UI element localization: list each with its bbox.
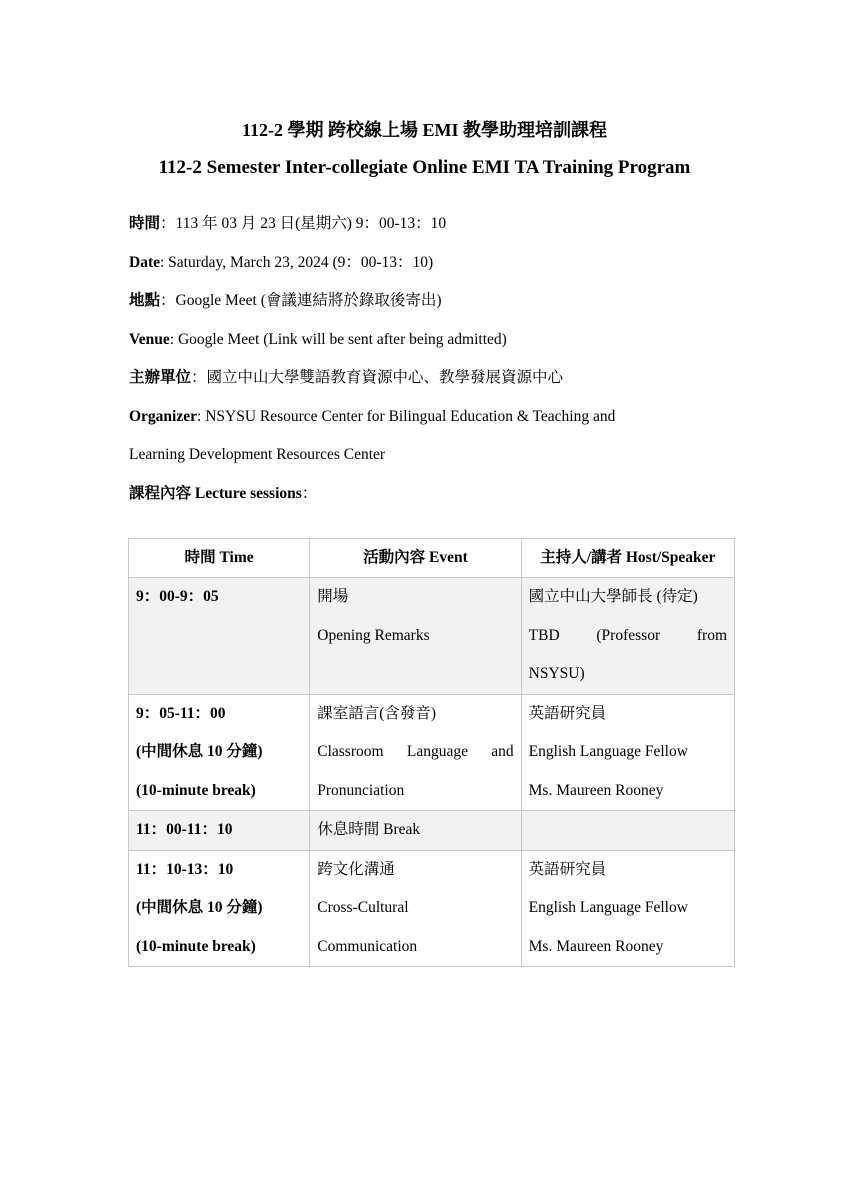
- row4-time-cell: [129, 850, 310, 967]
- schedule-table: [128, 538, 735, 967]
- info-organizer-en: [129, 407, 749, 427]
- row4-host-cell: [521, 850, 734, 967]
- organizer-label-zh: 主辦單位: [129, 369, 192, 386]
- organizer-value-zh: ：國立中山大學雙語教育資源中心、教學發展資源中心: [191, 369, 564, 386]
- row4-event-zh: 跨文化溝通: [317, 860, 395, 878]
- header-host: 主持人/講者 Host/Speaker: [521, 539, 734, 578]
- row4-event-en-line1: Cross-Cultural: [317, 899, 409, 916]
- sessions-label: 課程內容 Lecture sessions: [129, 485, 302, 502]
- row4-break-en: (10-minute break): [136, 937, 256, 955]
- row2-event-en-line1: Classroom Language and: [317, 743, 514, 760]
- time-value-zh: ：113 年 03 月 23 日(星期六) 9：00-13：10: [160, 215, 447, 232]
- row3-time-cell: [129, 811, 310, 851]
- row1-event-cell: [310, 578, 521, 695]
- row2-host-cell: [521, 694, 734, 811]
- row4-event-cell: [310, 850, 521, 967]
- info-venue-en: [129, 330, 749, 350]
- row2-time-cell: [129, 694, 310, 811]
- date-value-en: : Saturday, March 23, 2024 (9：00-13：10): [160, 254, 434, 271]
- row1-host-en-line1: TBD (Professor from: [528, 626, 727, 644]
- row1-time-cell: [129, 578, 310, 695]
- row2-event-cell: [310, 694, 521, 811]
- row1-host-en-line2: NSYSU): [528, 665, 585, 682]
- table-row: [129, 811, 735, 851]
- venue-value-en: : Google Meet (Link will be sent after being admitted): [169, 331, 507, 348]
- header-time: 時間 Time: [129, 539, 310, 578]
- info-time-zh: [129, 214, 749, 234]
- row2-event-zh: 課室語言(含發音): [317, 704, 437, 722]
- time-label-zh: 時間: [129, 215, 161, 232]
- date-label-en: Date: [129, 254, 160, 271]
- row1-host-cell: [521, 578, 734, 695]
- info-date-en: [129, 253, 749, 273]
- row3-event-cell: [310, 811, 521, 851]
- row4-time: 11：10-13：10: [136, 860, 234, 878]
- row4-host-name: Ms. Maureen Rooney: [528, 937, 664, 955]
- table-header-row: [129, 539, 735, 578]
- row2-break-zh: (中間休息 10 分鐘): [136, 743, 263, 760]
- row1-host-zh: 國立中山大學師長 (待定): [528, 588, 698, 605]
- row1-time: 9：00-9：05: [136, 588, 219, 605]
- row2-host-name: Ms. Maureen Rooney: [528, 781, 664, 799]
- venue-label-zh: 地點: [129, 292, 161, 309]
- row4-event-en-line2: Communication: [317, 937, 418, 955]
- row3-time: 11：00-11：10: [136, 821, 233, 838]
- table-row: [129, 578, 735, 695]
- row2-host-zh: 英語研究員: [528, 704, 607, 722]
- row3-event: 休息時間 Break: [317, 821, 421, 838]
- info-sessions-heading: [129, 484, 749, 504]
- row4-break-zh: (中間休息 10 分鐘): [136, 899, 263, 916]
- document-title-en: 112-2 Semester Inter-collegiate Online EMI TA Training Program: [158, 157, 691, 178]
- row2-break-en: (10-minute break): [136, 781, 256, 799]
- row1-event-zh: 開場: [317, 588, 349, 605]
- row4-host-zh: 英語研究員: [528, 860, 607, 878]
- row1-event-en: Opening Remarks: [317, 626, 430, 644]
- row2-event-en-line2: Pronunciation: [317, 781, 405, 799]
- row2-time: 9：05-11：00: [136, 704, 226, 722]
- table-row: [129, 694, 735, 811]
- header-event: 活動內容 Event: [310, 539, 521, 578]
- organizer-value-en-line1: : NSYSU Resource Center for Bilingual Education & Teaching and: [197, 408, 616, 425]
- document-title-zh: 112-2 學期 跨校線上場 EMI 教學助理培訓課程: [242, 120, 607, 140]
- info-venue-zh: [129, 291, 749, 311]
- info-organizer-en-line2: Learning Development Resources Center: [129, 446, 386, 463]
- venue-value-zh: ：Google Meet (會議連結將於錄取後寄出): [160, 292, 442, 309]
- row2-host-title: English Language Fellow: [528, 743, 688, 760]
- row4-host-title: English Language Fellow: [528, 899, 688, 916]
- venue-label-en: Venue: [129, 331, 170, 348]
- sessions-colon: ：: [301, 485, 318, 502]
- organizer-label-en: Organizer: [129, 408, 198, 425]
- row3-host-cell: [521, 811, 734, 851]
- table-row: [129, 850, 735, 967]
- info-organizer-zh: [129, 368, 749, 388]
